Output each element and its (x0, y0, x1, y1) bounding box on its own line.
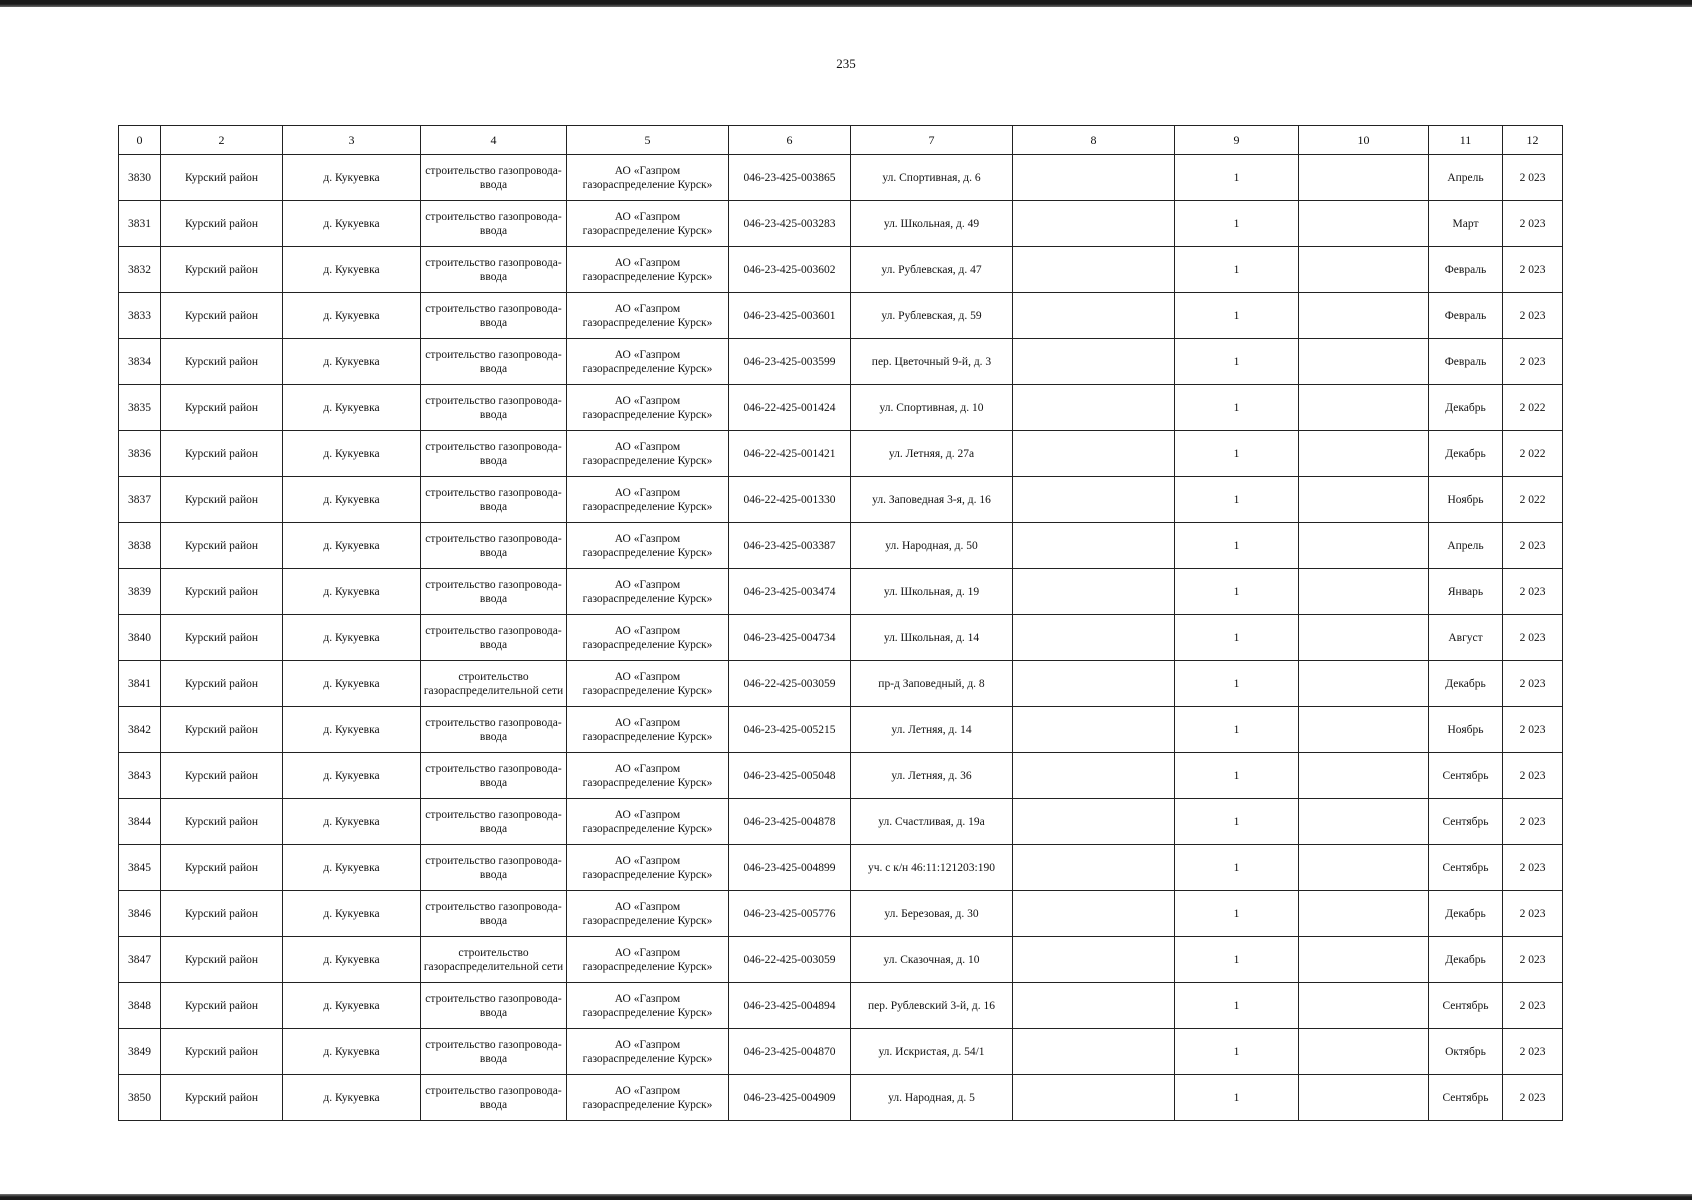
page-number: 235 (836, 56, 856, 71)
work-type-cell: строительство газопровода-ввода (421, 845, 567, 891)
empty-cell (1013, 753, 1175, 799)
empty-cell (1013, 661, 1175, 707)
application-code-cell: 046-23-425-005776 (729, 891, 851, 937)
table-row (119, 753, 1563, 799)
work-type-cell: строительство газопровода-ввода (421, 1029, 567, 1075)
organization-cell: АО «Газпром газораспределение Курск» (567, 845, 729, 891)
work-type-cell: строительство газопровода-ввода (421, 155, 567, 201)
organization-cell: АО «Газпром газораспределение Курск» (567, 661, 729, 707)
empty-cell (1013, 431, 1175, 477)
month-cell: Февраль (1429, 247, 1503, 293)
work-type-cell: строительство газопровода-ввода (421, 891, 567, 937)
address-cell: ул. Счастливая, д. 19а (851, 799, 1013, 845)
row-number-cell: 3840 (119, 615, 161, 661)
application-code-cell: 046-23-425-003474 (729, 569, 851, 615)
empty-cell (1299, 1075, 1429, 1121)
village-cell: д. Кукуевка (283, 615, 421, 661)
village-cell: д. Кукуевка (283, 661, 421, 707)
header-cell: 10 (1299, 126, 1429, 155)
village-cell: д. Кукуевка (283, 707, 421, 753)
month-cell: Ноябрь (1429, 477, 1503, 523)
empty-cell (1299, 661, 1429, 707)
row-number-cell: 3832 (119, 247, 161, 293)
count-cell: 1 (1175, 983, 1299, 1029)
organization-cell: АО «Газпром газораспределение Курск» (567, 799, 729, 845)
header-cell: 11 (1429, 126, 1503, 155)
application-code-cell: 046-23-425-005048 (729, 753, 851, 799)
work-type-cell: строительство газопровода-ввода (421, 431, 567, 477)
address-cell: пр-д Заповедный, д. 8 (851, 661, 1013, 707)
empty-cell (1299, 431, 1429, 477)
work-type-cell: строительство газопровода-ввода (421, 385, 567, 431)
village-cell: д. Кукуевка (283, 477, 421, 523)
year-cell: 2 023 (1503, 845, 1563, 891)
table-row (119, 523, 1563, 569)
address-cell: ул. Школьная, д. 49 (851, 201, 1013, 247)
district-cell: Курский район (161, 1075, 283, 1121)
address-cell: ул. Сказочная, д. 10 (851, 937, 1013, 983)
village-cell: д. Кукуевка (283, 569, 421, 615)
work-type-cell: строительство газопровода-ввода (421, 339, 567, 385)
organization-cell: АО «Газпром газораспределение Курск» (567, 569, 729, 615)
district-cell: Курский район (161, 431, 283, 477)
count-cell: 1 (1175, 1075, 1299, 1121)
district-cell: Курский район (161, 523, 283, 569)
year-cell: 2 023 (1503, 201, 1563, 247)
work-type-cell: строительство газораспределительной сети (421, 937, 567, 983)
district-cell: Курский район (161, 477, 283, 523)
district-cell: Курский район (161, 155, 283, 201)
organization-cell: АО «Газпром газораспределение Курск» (567, 615, 729, 661)
scan-bottom-edge (0, 1194, 1692, 1200)
work-type-cell: строительство газораспределительной сети (421, 661, 567, 707)
village-cell: д. Кукуевка (283, 983, 421, 1029)
year-cell: 2 022 (1503, 477, 1563, 523)
month-cell: Декабрь (1429, 937, 1503, 983)
header-cell: 6 (729, 126, 851, 155)
data-table (118, 125, 1563, 1121)
address-cell: ул. Народная, д. 50 (851, 523, 1013, 569)
address-cell: ул. Школьная, д. 19 (851, 569, 1013, 615)
address-cell: ул. Летняя, д. 36 (851, 753, 1013, 799)
empty-cell (1299, 339, 1429, 385)
empty-cell (1299, 569, 1429, 615)
village-cell: д. Кукуевка (283, 247, 421, 293)
application-code-cell: 046-22-425-003059 (729, 937, 851, 983)
count-cell: 1 (1175, 937, 1299, 983)
year-cell: 2 023 (1503, 937, 1563, 983)
organization-cell: АО «Газпром газораспределение Курск» (567, 937, 729, 983)
empty-cell (1013, 523, 1175, 569)
row-number-cell: 3833 (119, 293, 161, 339)
application-code-cell: 046-22-425-001421 (729, 431, 851, 477)
organization-cell: АО «Газпром газораспределение Курск» (567, 1075, 729, 1121)
district-cell: Курский район (161, 891, 283, 937)
organization-cell: АО «Газпром газораспределение Курск» (567, 983, 729, 1029)
empty-cell (1013, 155, 1175, 201)
month-cell: Сентябрь (1429, 1075, 1503, 1121)
header-cell: 4 (421, 126, 567, 155)
row-number-cell: 3836 (119, 431, 161, 477)
count-cell: 1 (1175, 661, 1299, 707)
empty-cell (1013, 385, 1175, 431)
district-cell: Курский район (161, 615, 283, 661)
month-cell: Март (1429, 201, 1503, 247)
row-number-cell: 3835 (119, 385, 161, 431)
organization-cell: АО «Газпром газораспределение Курск» (567, 293, 729, 339)
district-cell: Курский район (161, 201, 283, 247)
row-number-cell: 3850 (119, 1075, 161, 1121)
address-cell: ул. Искристая, д. 54/1 (851, 1029, 1013, 1075)
application-code-cell: 046-23-425-004909 (729, 1075, 851, 1121)
organization-cell: АО «Газпром газораспределение Курск» (567, 201, 729, 247)
work-type-cell: строительство газопровода-ввода (421, 477, 567, 523)
empty-cell (1299, 707, 1429, 753)
year-cell: 2 022 (1503, 431, 1563, 477)
district-cell: Курский район (161, 983, 283, 1029)
count-cell: 1 (1175, 707, 1299, 753)
month-cell: Апрель (1429, 155, 1503, 201)
village-cell: д. Кукуевка (283, 431, 421, 477)
count-cell: 1 (1175, 615, 1299, 661)
month-cell: Сентябрь (1429, 983, 1503, 1029)
row-number-cell: 3845 (119, 845, 161, 891)
year-cell: 2 023 (1503, 1075, 1563, 1121)
month-cell: Декабрь (1429, 385, 1503, 431)
row-number-cell: 3842 (119, 707, 161, 753)
village-cell: д. Кукуевка (283, 385, 421, 431)
village-cell: д. Кукуевка (283, 799, 421, 845)
village-cell: д. Кукуевка (283, 523, 421, 569)
application-code-cell: 046-22-425-001424 (729, 385, 851, 431)
organization-cell: АО «Газпром газораспределение Курск» (567, 247, 729, 293)
empty-cell (1013, 845, 1175, 891)
year-cell: 2 023 (1503, 569, 1563, 615)
header-cell: 7 (851, 126, 1013, 155)
district-cell: Курский район (161, 1029, 283, 1075)
work-type-cell: строительство газопровода-ввода (421, 201, 567, 247)
address-cell: ул. Заповедная 3-я, д. 16 (851, 477, 1013, 523)
empty-cell (1299, 523, 1429, 569)
empty-cell (1013, 615, 1175, 661)
year-cell: 2 023 (1503, 339, 1563, 385)
table-row (119, 339, 1563, 385)
row-number-cell: 3844 (119, 799, 161, 845)
district-cell: Курский район (161, 753, 283, 799)
month-cell: Декабрь (1429, 431, 1503, 477)
empty-cell (1299, 155, 1429, 201)
header-cell: 2 (161, 126, 283, 155)
count-cell: 1 (1175, 431, 1299, 477)
year-cell: 2 023 (1503, 891, 1563, 937)
year-cell: 2 023 (1503, 661, 1563, 707)
table-row (119, 983, 1563, 1029)
application-code-cell: 046-23-425-004899 (729, 845, 851, 891)
address-cell: ул. Народная, д. 5 (851, 1075, 1013, 1121)
work-type-cell: строительство газопровода-ввода (421, 799, 567, 845)
row-number-cell: 3834 (119, 339, 161, 385)
work-type-cell: строительство газопровода-ввода (421, 293, 567, 339)
empty-cell (1299, 201, 1429, 247)
organization-cell: АО «Газпром газораспределение Курск» (567, 523, 729, 569)
count-cell: 1 (1175, 385, 1299, 431)
district-cell: Курский район (161, 385, 283, 431)
empty-cell (1299, 615, 1429, 661)
table-row (119, 891, 1563, 937)
empty-cell (1013, 339, 1175, 385)
empty-cell (1299, 1029, 1429, 1075)
organization-cell: АО «Газпром газораспределение Курск» (567, 385, 729, 431)
year-cell: 2 023 (1503, 615, 1563, 661)
row-number-cell: 3847 (119, 937, 161, 983)
application-code-cell: 046-23-425-003601 (729, 293, 851, 339)
row-number-cell: 3837 (119, 477, 161, 523)
year-cell: 2 023 (1503, 707, 1563, 753)
work-type-cell: строительство газопровода-ввода (421, 707, 567, 753)
application-code-cell: 046-23-425-004894 (729, 983, 851, 1029)
village-cell: д. Кукуевка (283, 155, 421, 201)
table-body (119, 155, 1563, 1121)
table-header (119, 126, 1563, 155)
row-number-cell: 3841 (119, 661, 161, 707)
table-row (119, 845, 1563, 891)
table-row (119, 155, 1563, 201)
address-cell: ул. Березовая, д. 30 (851, 891, 1013, 937)
empty-cell (1299, 753, 1429, 799)
application-code-cell: 046-23-425-003283 (729, 201, 851, 247)
month-cell: Сентябрь (1429, 799, 1503, 845)
district-cell: Курский район (161, 293, 283, 339)
row-number-cell: 3848 (119, 983, 161, 1029)
count-cell: 1 (1175, 799, 1299, 845)
year-cell: 2 023 (1503, 155, 1563, 201)
count-cell: 1 (1175, 201, 1299, 247)
count-cell: 1 (1175, 293, 1299, 339)
application-code-cell: 046-23-425-003387 (729, 523, 851, 569)
table-row (119, 1075, 1563, 1121)
count-cell: 1 (1175, 155, 1299, 201)
address-cell: ул. Рублевская, д. 47 (851, 247, 1013, 293)
empty-cell (1299, 983, 1429, 1029)
year-cell: 2 023 (1503, 247, 1563, 293)
application-code-cell: 046-23-425-003602 (729, 247, 851, 293)
empty-cell (1013, 1029, 1175, 1075)
work-type-cell: строительство газопровода-ввода (421, 983, 567, 1029)
count-cell: 1 (1175, 477, 1299, 523)
month-cell: Апрель (1429, 523, 1503, 569)
village-cell: д. Кукуевка (283, 753, 421, 799)
count-cell: 1 (1175, 891, 1299, 937)
empty-cell (1299, 477, 1429, 523)
year-cell: 2 023 (1503, 1029, 1563, 1075)
month-cell: Октябрь (1429, 1029, 1503, 1075)
table-row (119, 477, 1563, 523)
table-row (119, 937, 1563, 983)
village-cell: д. Кукуевка (283, 293, 421, 339)
count-cell: 1 (1175, 339, 1299, 385)
table-row (119, 247, 1563, 293)
header-row (119, 126, 1563, 155)
count-cell: 1 (1175, 569, 1299, 615)
village-cell: д. Кукуевка (283, 1029, 421, 1075)
district-cell: Курский район (161, 845, 283, 891)
empty-cell (1013, 983, 1175, 1029)
address-cell: ул. Спортивная, д. 10 (851, 385, 1013, 431)
table-row (119, 569, 1563, 615)
row-number-cell: 3849 (119, 1029, 161, 1075)
month-cell: Февраль (1429, 293, 1503, 339)
table-row (119, 661, 1563, 707)
year-cell: 2 022 (1503, 385, 1563, 431)
address-cell: уч. с к/н 46:11:121203:190 (851, 845, 1013, 891)
table-row (119, 293, 1563, 339)
village-cell: д. Кукуевка (283, 891, 421, 937)
empty-cell (1299, 891, 1429, 937)
organization-cell: АО «Газпром газораспределение Курск» (567, 477, 729, 523)
year-cell: 2 023 (1503, 753, 1563, 799)
village-cell: д. Кукуевка (283, 1075, 421, 1121)
organization-cell: АО «Газпром газораспределение Курск» (567, 339, 729, 385)
row-number-cell: 3830 (119, 155, 161, 201)
district-cell: Курский район (161, 569, 283, 615)
address-cell: пер. Рублевский 3-й, д. 16 (851, 983, 1013, 1029)
row-number-cell: 3846 (119, 891, 161, 937)
month-cell: Декабрь (1429, 891, 1503, 937)
application-code-cell: 046-22-425-003059 (729, 661, 851, 707)
month-cell: Сентябрь (1429, 845, 1503, 891)
header-cell: 12 (1503, 126, 1563, 155)
table-row (119, 201, 1563, 247)
application-code-cell: 046-23-425-004878 (729, 799, 851, 845)
work-type-cell: строительство газопровода-ввода (421, 753, 567, 799)
organization-cell: АО «Газпром газораспределение Курск» (567, 431, 729, 477)
year-cell: 2 023 (1503, 523, 1563, 569)
application-code-cell: 046-23-425-004870 (729, 1029, 851, 1075)
table-row (119, 615, 1563, 661)
scan-top-edge (0, 0, 1692, 7)
row-number-cell: 3831 (119, 201, 161, 247)
header-cell: 0 (119, 126, 161, 155)
district-cell: Курский район (161, 247, 283, 293)
table-row (119, 1029, 1563, 1075)
year-cell: 2 023 (1503, 799, 1563, 845)
application-code-cell: 046-23-425-004734 (729, 615, 851, 661)
address-cell: ул. Спортивная, д. 6 (851, 155, 1013, 201)
village-cell: д. Кукуевка (283, 845, 421, 891)
organization-cell: АО «Газпром газораспределение Курск» (567, 707, 729, 753)
address-cell: ул. Летняя, д. 27а (851, 431, 1013, 477)
work-type-cell: строительство газопровода-ввода (421, 569, 567, 615)
work-type-cell: строительство газопровода-ввода (421, 615, 567, 661)
empty-cell (1299, 845, 1429, 891)
application-code-cell: 046-22-425-001330 (729, 477, 851, 523)
application-code-cell: 046-23-425-003599 (729, 339, 851, 385)
empty-cell (1013, 891, 1175, 937)
organization-cell: АО «Газпром газораспределение Курск» (567, 155, 729, 201)
address-cell: пер. Цветочный 9-й, д. 3 (851, 339, 1013, 385)
work-type-cell: строительство газопровода-ввода (421, 1075, 567, 1121)
district-cell: Курский район (161, 799, 283, 845)
organization-cell: АО «Газпром газораспределение Курск» (567, 753, 729, 799)
header-cell: 5 (567, 126, 729, 155)
empty-cell (1013, 247, 1175, 293)
month-cell: Январь (1429, 569, 1503, 615)
empty-cell (1299, 937, 1429, 983)
village-cell: д. Кукуевка (283, 937, 421, 983)
year-cell: 2 023 (1503, 983, 1563, 1029)
month-cell: Февраль (1429, 339, 1503, 385)
count-cell: 1 (1175, 845, 1299, 891)
empty-cell (1013, 569, 1175, 615)
table-row (119, 431, 1563, 477)
address-cell: ул. Летняя, д. 14 (851, 707, 1013, 753)
village-cell: д. Кукуевка (283, 201, 421, 247)
empty-cell (1299, 799, 1429, 845)
empty-cell (1013, 1075, 1175, 1121)
count-cell: 1 (1175, 523, 1299, 569)
header-cell: 8 (1013, 126, 1175, 155)
empty-cell (1013, 937, 1175, 983)
empty-cell (1299, 385, 1429, 431)
empty-cell (1013, 477, 1175, 523)
month-cell: Сентябрь (1429, 753, 1503, 799)
address-cell: ул. Рублевская, д. 59 (851, 293, 1013, 339)
count-cell: 1 (1175, 247, 1299, 293)
empty-cell (1013, 293, 1175, 339)
table-row (119, 385, 1563, 431)
application-code-cell: 046-23-425-003865 (729, 155, 851, 201)
count-cell: 1 (1175, 753, 1299, 799)
district-cell: Курский район (161, 661, 283, 707)
work-type-cell: строительство газопровода-ввода (421, 247, 567, 293)
row-number-cell: 3843 (119, 753, 161, 799)
organization-cell: АО «Газпром газораспределение Курск» (567, 1029, 729, 1075)
empty-cell (1299, 293, 1429, 339)
district-cell: Курский район (161, 339, 283, 385)
village-cell: д. Кукуевка (283, 339, 421, 385)
work-type-cell: строительство газопровода-ввода (421, 523, 567, 569)
district-cell: Курский район (161, 937, 283, 983)
district-cell: Курский район (161, 707, 283, 753)
header-cell: 3 (283, 126, 421, 155)
year-cell: 2 023 (1503, 293, 1563, 339)
empty-cell (1013, 707, 1175, 753)
row-number-cell: 3838 (119, 523, 161, 569)
table-row (119, 707, 1563, 753)
application-code-cell: 046-23-425-005215 (729, 707, 851, 753)
header-cell: 9 (1175, 126, 1299, 155)
count-cell: 1 (1175, 1029, 1299, 1075)
organization-cell: АО «Газпром газораспределение Курск» (567, 891, 729, 937)
table-row (119, 799, 1563, 845)
empty-cell (1013, 799, 1175, 845)
month-cell: Декабрь (1429, 661, 1503, 707)
month-cell: Август (1429, 615, 1503, 661)
empty-cell (1013, 201, 1175, 247)
empty-cell (1299, 247, 1429, 293)
address-cell: ул. Школьная, д. 14 (851, 615, 1013, 661)
row-number-cell: 3839 (119, 569, 161, 615)
month-cell: Ноябрь (1429, 707, 1503, 753)
